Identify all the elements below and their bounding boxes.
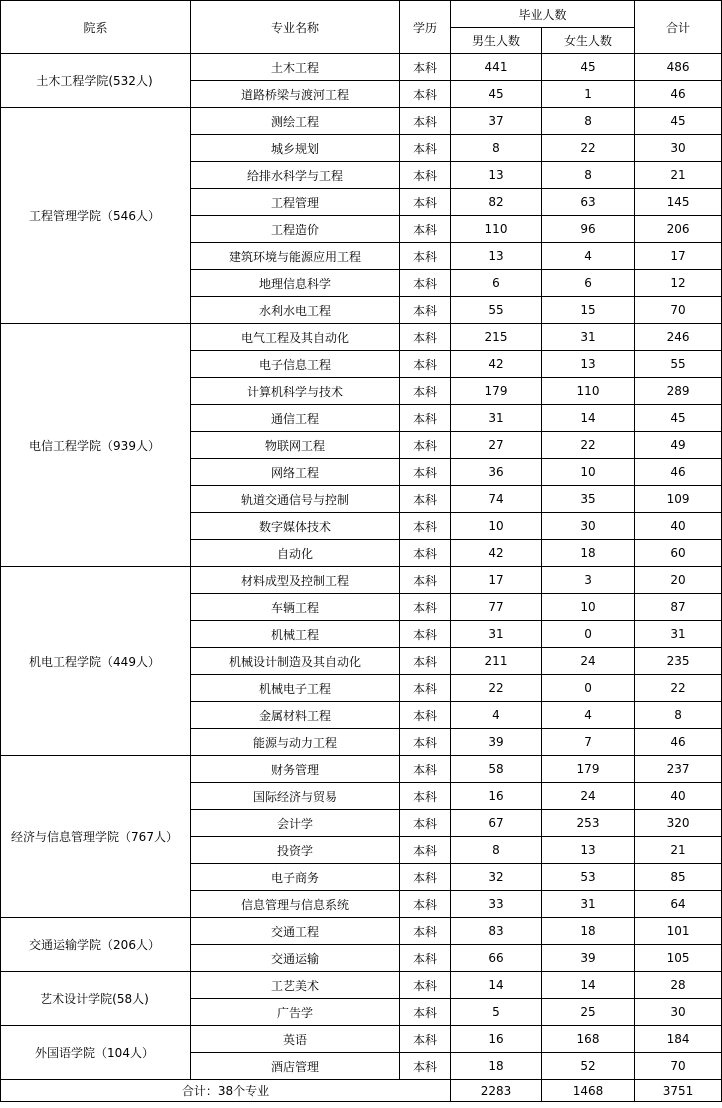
male-count: 211 bbox=[451, 648, 542, 675]
department-name: 土木工程学院(532人) bbox=[1, 54, 191, 108]
degree-level: 本科 bbox=[400, 324, 451, 351]
degree-level: 本科 bbox=[400, 189, 451, 216]
total-label: 合计：38个专业 bbox=[1, 1080, 451, 1102]
degree-level: 本科 bbox=[400, 702, 451, 729]
female-count: 15 bbox=[542, 297, 635, 324]
row-total: 17 bbox=[635, 243, 722, 270]
department-name: 机电工程学院（449人） bbox=[1, 567, 191, 756]
degree-level: 本科 bbox=[400, 54, 451, 81]
female-count: 253 bbox=[542, 810, 635, 837]
degree-level: 本科 bbox=[400, 162, 451, 189]
table-row bbox=[1, 972, 722, 999]
degree-level: 本科 bbox=[400, 81, 451, 108]
female-count: 13 bbox=[542, 351, 635, 378]
row-total: 31 bbox=[635, 621, 722, 648]
header-dept: 院系 bbox=[1, 1, 191, 54]
female-count: 0 bbox=[542, 675, 635, 702]
major-name: 财务管理 bbox=[191, 756, 400, 783]
female-count: 1 bbox=[542, 81, 635, 108]
major-name: 通信工程 bbox=[191, 405, 400, 432]
female-count: 13 bbox=[542, 837, 635, 864]
female-count: 63 bbox=[542, 189, 635, 216]
female-count: 14 bbox=[542, 972, 635, 999]
row-total: 55 bbox=[635, 351, 722, 378]
major-name: 工艺美术 bbox=[191, 972, 400, 999]
row-total: 40 bbox=[635, 513, 722, 540]
degree-level: 本科 bbox=[400, 540, 451, 567]
major-name: 机械设计制造及其自动化 bbox=[191, 648, 400, 675]
department-name: 艺术设计学院(58人) bbox=[1, 972, 191, 1026]
female-count: 30 bbox=[542, 513, 635, 540]
total-sum: 3751 bbox=[635, 1080, 722, 1102]
table-row bbox=[1, 108, 722, 135]
male-count: 6 bbox=[451, 270, 542, 297]
female-count: 110 bbox=[542, 378, 635, 405]
header-degree: 学历 bbox=[400, 1, 451, 54]
major-name: 机械工程 bbox=[191, 621, 400, 648]
male-count: 32 bbox=[451, 864, 542, 891]
total-row bbox=[1, 1080, 722, 1102]
female-count: 179 bbox=[542, 756, 635, 783]
degree-level: 本科 bbox=[400, 486, 451, 513]
major-name: 能源与动力工程 bbox=[191, 729, 400, 756]
row-total: 64 bbox=[635, 891, 722, 918]
row-total: 486 bbox=[635, 54, 722, 81]
table-row bbox=[1, 324, 722, 351]
major-name: 测绘工程 bbox=[191, 108, 400, 135]
degree-level: 本科 bbox=[400, 459, 451, 486]
male-count: 77 bbox=[451, 594, 542, 621]
female-count: 53 bbox=[542, 864, 635, 891]
major-name: 信息管理与信息系统 bbox=[191, 891, 400, 918]
row-total: 105 bbox=[635, 945, 722, 972]
major-name: 电子信息工程 bbox=[191, 351, 400, 378]
header-row bbox=[1, 1, 722, 28]
male-count: 67 bbox=[451, 810, 542, 837]
female-count: 31 bbox=[542, 891, 635, 918]
male-count: 36 bbox=[451, 459, 542, 486]
degree-level: 本科 bbox=[400, 1026, 451, 1053]
male-count: 179 bbox=[451, 378, 542, 405]
male-count: 42 bbox=[451, 351, 542, 378]
female-count: 18 bbox=[542, 540, 635, 567]
male-count: 82 bbox=[451, 189, 542, 216]
department-name: 电信工程学院（939人） bbox=[1, 324, 191, 567]
degree-level: 本科 bbox=[400, 621, 451, 648]
row-total: 145 bbox=[635, 189, 722, 216]
major-name: 轨道交通信号与控制 bbox=[191, 486, 400, 513]
degree-level: 本科 bbox=[400, 837, 451, 864]
department-name: 工程管理学院（546人） bbox=[1, 108, 191, 324]
row-total: 206 bbox=[635, 216, 722, 243]
male-count: 31 bbox=[451, 405, 542, 432]
major-name: 车辆工程 bbox=[191, 594, 400, 621]
degree-level: 本科 bbox=[400, 648, 451, 675]
major-name: 工程造价 bbox=[191, 216, 400, 243]
male-count: 8 bbox=[451, 837, 542, 864]
degree-level: 本科 bbox=[400, 729, 451, 756]
major-name: 地理信息科学 bbox=[191, 270, 400, 297]
female-count: 22 bbox=[542, 432, 635, 459]
male-count: 14 bbox=[451, 972, 542, 999]
degree-level: 本科 bbox=[400, 135, 451, 162]
male-count: 37 bbox=[451, 108, 542, 135]
male-count: 18 bbox=[451, 1053, 542, 1080]
male-count: 31 bbox=[451, 621, 542, 648]
female-count: 8 bbox=[542, 108, 635, 135]
degree-level: 本科 bbox=[400, 270, 451, 297]
table-row bbox=[1, 54, 722, 81]
major-name: 工程管理 bbox=[191, 189, 400, 216]
row-total: 21 bbox=[635, 837, 722, 864]
row-total: 235 bbox=[635, 648, 722, 675]
table-row bbox=[1, 567, 722, 594]
female-count: 0 bbox=[542, 621, 635, 648]
major-name: 投资学 bbox=[191, 837, 400, 864]
degree-level: 本科 bbox=[400, 864, 451, 891]
major-name: 数字媒体技术 bbox=[191, 513, 400, 540]
degree-level: 本科 bbox=[400, 810, 451, 837]
female-count: 3 bbox=[542, 567, 635, 594]
male-count: 13 bbox=[451, 162, 542, 189]
major-name: 水利水电工程 bbox=[191, 297, 400, 324]
female-count: 35 bbox=[542, 486, 635, 513]
degree-level: 本科 bbox=[400, 675, 451, 702]
degree-level: 本科 bbox=[400, 567, 451, 594]
department-name: 经济与信息管理学院（767人） bbox=[1, 756, 191, 918]
male-count: 55 bbox=[451, 297, 542, 324]
major-name: 英语 bbox=[191, 1026, 400, 1053]
degree-level: 本科 bbox=[400, 918, 451, 945]
male-count: 441 bbox=[451, 54, 542, 81]
male-count: 66 bbox=[451, 945, 542, 972]
row-total: 12 bbox=[635, 270, 722, 297]
male-count: 74 bbox=[451, 486, 542, 513]
row-total: 30 bbox=[635, 135, 722, 162]
major-name: 给排水科学与工程 bbox=[191, 162, 400, 189]
female-count: 39 bbox=[542, 945, 635, 972]
female-count: 4 bbox=[542, 702, 635, 729]
female-count: 25 bbox=[542, 999, 635, 1026]
row-total: 20 bbox=[635, 567, 722, 594]
table-row bbox=[1, 756, 722, 783]
major-name: 广告学 bbox=[191, 999, 400, 1026]
female-count: 4 bbox=[542, 243, 635, 270]
male-count: 5 bbox=[451, 999, 542, 1026]
major-name: 城乡规划 bbox=[191, 135, 400, 162]
male-count: 16 bbox=[451, 783, 542, 810]
male-count: 27 bbox=[451, 432, 542, 459]
header-male: 男生人数 bbox=[451, 28, 542, 54]
row-total: 21 bbox=[635, 162, 722, 189]
major-name: 自动化 bbox=[191, 540, 400, 567]
row-total: 184 bbox=[635, 1026, 722, 1053]
male-count: 4 bbox=[451, 702, 542, 729]
male-count: 16 bbox=[451, 1026, 542, 1053]
male-count: 13 bbox=[451, 243, 542, 270]
major-name: 交通运输 bbox=[191, 945, 400, 972]
degree-level: 本科 bbox=[400, 945, 451, 972]
row-total: 320 bbox=[635, 810, 722, 837]
major-name: 土木工程 bbox=[191, 54, 400, 81]
major-name: 会计学 bbox=[191, 810, 400, 837]
male-count: 8 bbox=[451, 135, 542, 162]
male-count: 83 bbox=[451, 918, 542, 945]
major-name: 电子商务 bbox=[191, 864, 400, 891]
female-count: 7 bbox=[542, 729, 635, 756]
degree-level: 本科 bbox=[400, 216, 451, 243]
major-name: 建筑环境与能源应用工程 bbox=[191, 243, 400, 270]
major-name: 网络工程 bbox=[191, 459, 400, 486]
row-total: 246 bbox=[635, 324, 722, 351]
total-female: 1468 bbox=[542, 1080, 635, 1102]
male-count: 110 bbox=[451, 216, 542, 243]
degree-level: 本科 bbox=[400, 432, 451, 459]
degree-level: 本科 bbox=[400, 999, 451, 1026]
header-graduates: 毕业人数 bbox=[451, 1, 635, 28]
male-count: 42 bbox=[451, 540, 542, 567]
table-row bbox=[1, 918, 722, 945]
male-count: 22 bbox=[451, 675, 542, 702]
female-count: 6 bbox=[542, 270, 635, 297]
degree-level: 本科 bbox=[400, 351, 451, 378]
table-row bbox=[1, 1026, 722, 1053]
degree-level: 本科 bbox=[400, 783, 451, 810]
department-name: 外国语学院（104人） bbox=[1, 1026, 191, 1080]
row-total: 289 bbox=[635, 378, 722, 405]
degree-level: 本科 bbox=[400, 297, 451, 324]
row-total: 70 bbox=[635, 297, 722, 324]
female-count: 22 bbox=[542, 135, 635, 162]
female-count: 10 bbox=[542, 594, 635, 621]
female-count: 24 bbox=[542, 783, 635, 810]
major-name: 酒店管理 bbox=[191, 1053, 400, 1080]
row-total: 60 bbox=[635, 540, 722, 567]
degree-level: 本科 bbox=[400, 594, 451, 621]
male-count: 17 bbox=[451, 567, 542, 594]
row-total: 87 bbox=[635, 594, 722, 621]
male-count: 215 bbox=[451, 324, 542, 351]
degree-level: 本科 bbox=[400, 243, 451, 270]
female-count: 31 bbox=[542, 324, 635, 351]
degree-level: 本科 bbox=[400, 891, 451, 918]
male-count: 10 bbox=[451, 513, 542, 540]
major-name: 机械电子工程 bbox=[191, 675, 400, 702]
header-major: 专业名称 bbox=[191, 1, 400, 54]
male-count: 58 bbox=[451, 756, 542, 783]
female-count: 45 bbox=[542, 54, 635, 81]
major-name: 交通工程 bbox=[191, 918, 400, 945]
degree-level: 本科 bbox=[400, 378, 451, 405]
female-count: 24 bbox=[542, 648, 635, 675]
male-count: 39 bbox=[451, 729, 542, 756]
row-total: 45 bbox=[635, 405, 722, 432]
degree-level: 本科 bbox=[400, 1053, 451, 1080]
row-total: 46 bbox=[635, 81, 722, 108]
header-total: 合计 bbox=[635, 1, 722, 54]
row-total: 8 bbox=[635, 702, 722, 729]
female-count: 8 bbox=[542, 162, 635, 189]
degree-level: 本科 bbox=[400, 972, 451, 999]
total-male: 2283 bbox=[451, 1080, 542, 1102]
female-count: 168 bbox=[542, 1026, 635, 1053]
male-count: 45 bbox=[451, 81, 542, 108]
header-female: 女生人数 bbox=[542, 28, 635, 54]
female-count: 52 bbox=[542, 1053, 635, 1080]
major-name: 材料成型及控制工程 bbox=[191, 567, 400, 594]
row-total: 28 bbox=[635, 972, 722, 999]
female-count: 14 bbox=[542, 405, 635, 432]
degree-level: 本科 bbox=[400, 405, 451, 432]
major-name: 道路桥梁与渡河工程 bbox=[191, 81, 400, 108]
row-total: 237 bbox=[635, 756, 722, 783]
female-count: 18 bbox=[542, 918, 635, 945]
table-body bbox=[1, 54, 722, 1080]
major-name: 国际经济与贸易 bbox=[191, 783, 400, 810]
degree-level: 本科 bbox=[400, 756, 451, 783]
row-total: 30 bbox=[635, 999, 722, 1026]
row-total: 49 bbox=[635, 432, 722, 459]
major-name: 物联网工程 bbox=[191, 432, 400, 459]
female-count: 10 bbox=[542, 459, 635, 486]
female-count: 96 bbox=[542, 216, 635, 243]
major-name: 电气工程及其自动化 bbox=[191, 324, 400, 351]
row-total: 22 bbox=[635, 675, 722, 702]
degree-level: 本科 bbox=[400, 108, 451, 135]
row-total: 101 bbox=[635, 918, 722, 945]
row-total: 45 bbox=[635, 108, 722, 135]
row-total: 85 bbox=[635, 864, 722, 891]
row-total: 40 bbox=[635, 783, 722, 810]
row-total: 46 bbox=[635, 459, 722, 486]
male-count: 33 bbox=[451, 891, 542, 918]
major-name: 计算机科学与技术 bbox=[191, 378, 400, 405]
degree-level: 本科 bbox=[400, 513, 451, 540]
major-name: 金属材料工程 bbox=[191, 702, 400, 729]
row-total: 46 bbox=[635, 729, 722, 756]
row-total: 109 bbox=[635, 486, 722, 513]
row-total: 70 bbox=[635, 1053, 722, 1080]
department-name: 交通运输学院（206人） bbox=[1, 918, 191, 972]
